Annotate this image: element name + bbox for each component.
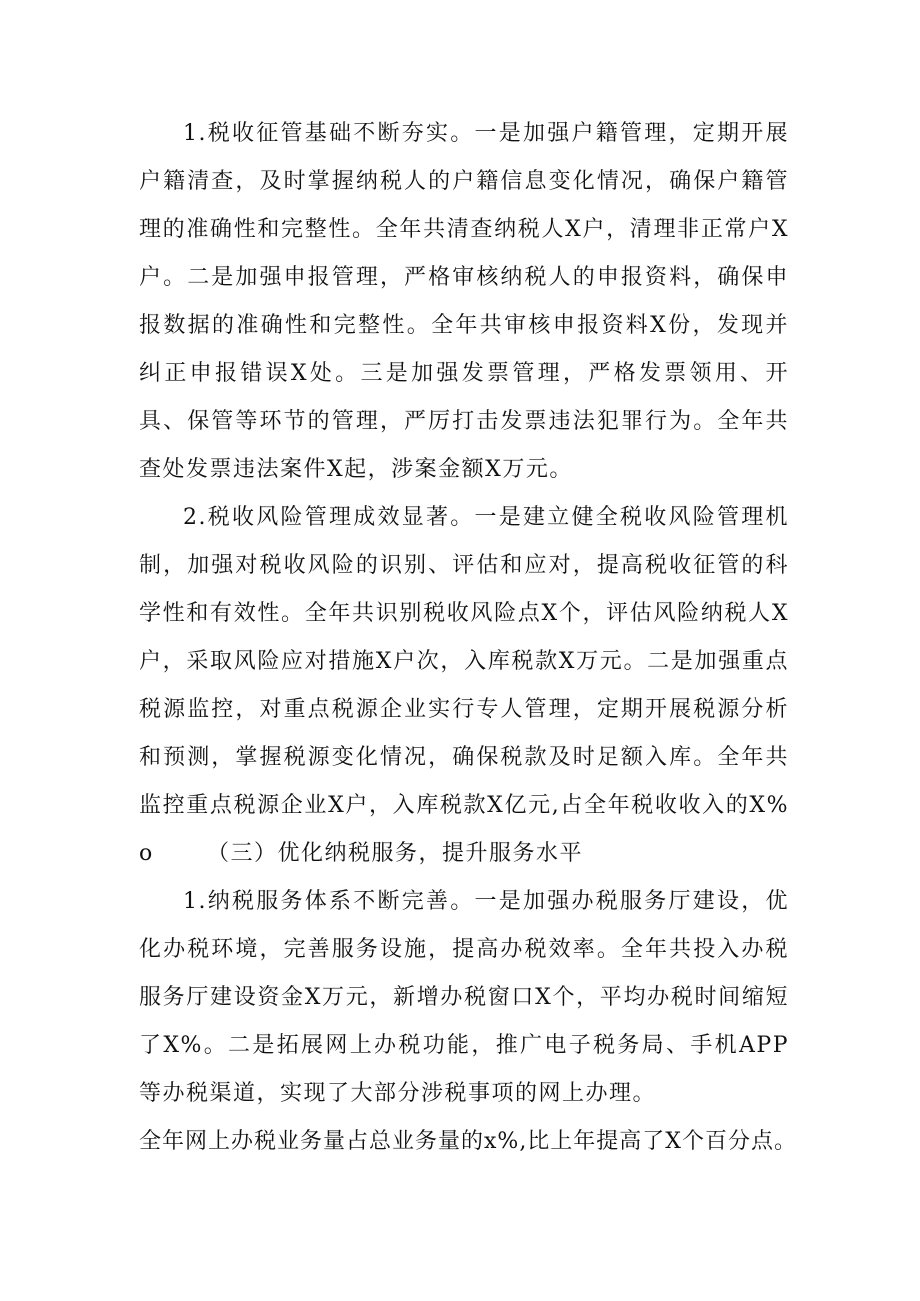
section-heading: （三）优化纳税服务，提升服务水平 (207, 841, 584, 866)
paragraph-tax-risk-management: 2.税收风险管理成效显著。一是建立健全税收风险管理机制，加强对税收风险的识别、评估和应对，提高税收征管的科学性和有效性。全年共识别税收风险点X个，评估风险纳税人X户，采取风险应对措施X户次，入库税款X万元。二是加强重点税源监控，对重点税源企业实行专人管理，定期开展税源分析和预测，掌握税源变化情况，确保税款及时足额入库。全年共监控重点税源企业X户，入库税款X亿元,占全年税收收入的X%o (139, 505, 789, 866)
paragraph-tax-collection-foundation: 1.税收征管基础不断夯实。一是加强户籍管理，定期开展户籍清查，及时掌握纳税人的户籍信息变化情况，确保户籍管理的准确性和完整性。全年共清查纳税人X户，清理非正常户X户。二是加强申报管理，严格审核纳税人的申报资料，确保申报数据的准确性和完整性。全年共审核申报资料X份，发现并纠正申报错误X处。三是加强发票管理，严格发票领用、开具、保管等环节的管理，严厉打击发票违法犯罪行为。全年共查处发票违法案件X起，涉案金额X万元。 (139, 121, 789, 482)
paragraph-tax-service-system: 1.纳税服务体系不断完善。一是加强办税服务厅建设，优化办税环境，完善服务设施，提高办税效率。全年共投入办税服务厅建设资金X万元，新增办税窗口X个，平均办税时间缩短了X%。二是拓展网上办税功能，推广电子税务局、手机APP等办税渠道，实现了大部分涉税事项的网上办理。 (139, 889, 789, 1106)
paragraph-online-tax-share: 全年网上办税业务量占总业务量的x%,比上年提高了X个百分点。 (139, 1129, 797, 1154)
